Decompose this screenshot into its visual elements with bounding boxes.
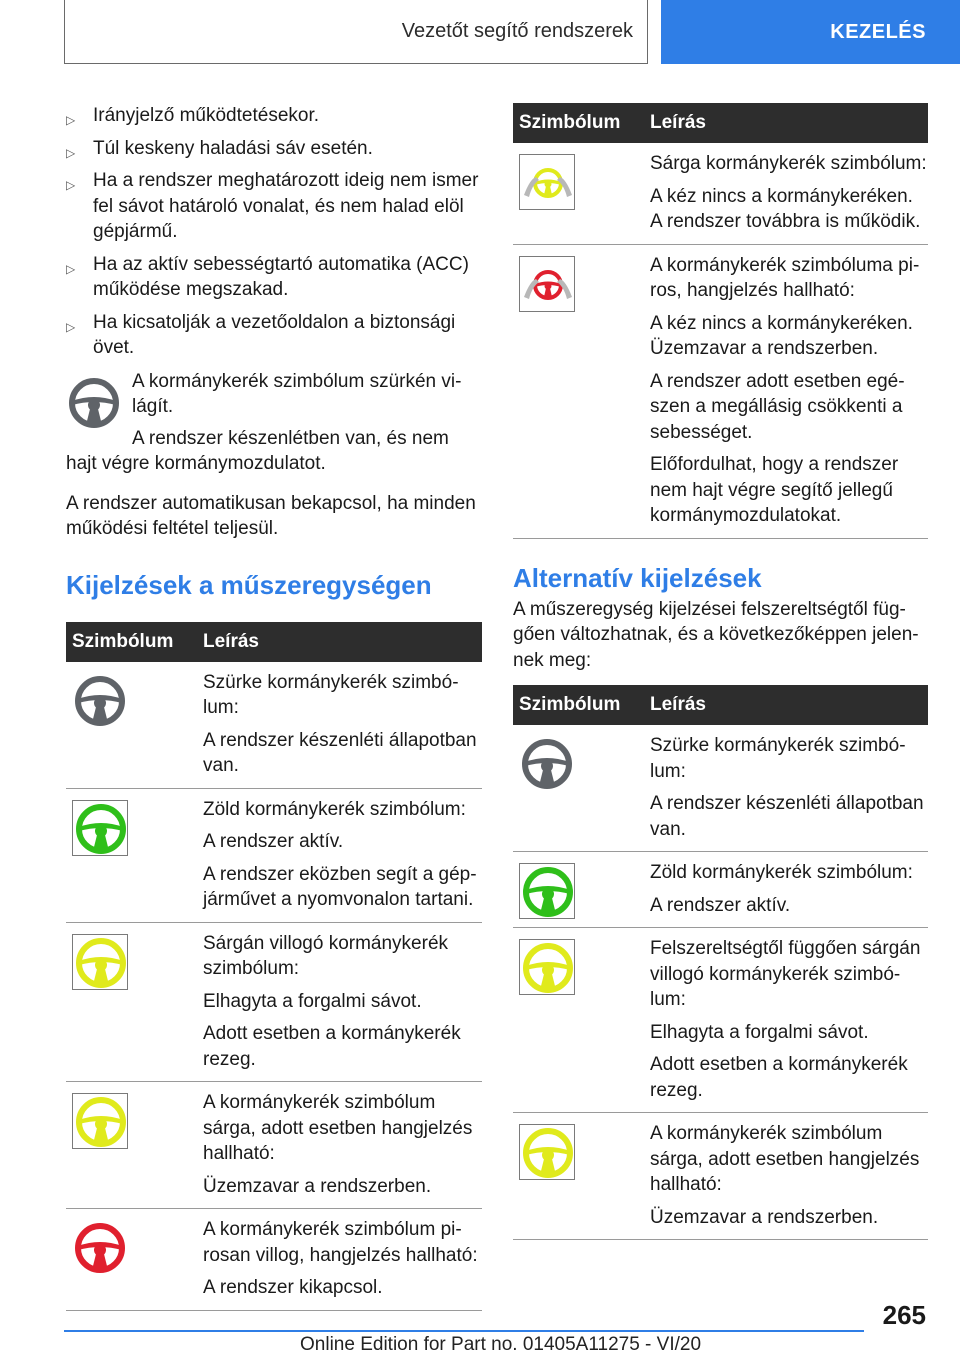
column-header-symbol: Szimbólum: [66, 622, 197, 662]
symbol-cell: [513, 852, 644, 928]
table-row: [513, 1113, 928, 1240]
steering-wheel-red-icon: [72, 1220, 128, 1276]
symbol-table-right-bottom: [513, 685, 928, 1240]
list-item: ▷ Irányjelző működtetésekor.: [66, 103, 482, 129]
alternative-paragraph: A műszeregység kijelzései felszereltségtől függően változhatnak, és a következőképpen jelennek meg:: [513, 598, 919, 671]
symbol-cell: [66, 1082, 197, 1209]
edition-text: Online Edition for Part no. 01405A11275 - VI/20: [300, 1334, 702, 1355]
symbol-table-left: [66, 622, 482, 1311]
auto-on-paragraph: A rendszer automatikusan bekapcsol, ha minden működési feltétel teljesül.: [66, 492, 476, 539]
description-text: A rendszer készenléti állapotban van.: [650, 793, 924, 840]
column-header-symbol: Szimbólum: [513, 103, 644, 143]
description-text: Zöld kormánykerék szimbólum:: [203, 798, 466, 820]
description-cell: [197, 788, 482, 922]
steering-wheel-green-icon: [72, 800, 128, 856]
column-header-description: Leírás: [644, 103, 928, 143]
list-item: ▷ Túl keskeny haladási sáv esetén.: [66, 136, 482, 162]
description-text: A kormánykerék szimbóluma piros, hangjelzés hallható:: [650, 254, 920, 301]
description-text: Zöld kormánykerék szimbólum:: [650, 862, 913, 883]
table-row: [66, 922, 482, 1082]
description-cell: [197, 1082, 482, 1209]
table-row: [66, 1209, 482, 1311]
description-cell: [197, 662, 482, 789]
description-cell: [197, 1209, 482, 1311]
description-text: Sárga kormánykerék szimbólum:: [650, 153, 927, 174]
description-text: Szürke kormánykerék szimbólum:: [203, 671, 459, 718]
description-cell: [644, 852, 928, 928]
list-item: ▷ Ha kicsatolják a vezetőoldalon a biztonsági övet.: [66, 311, 456, 358]
description-cell: [644, 1113, 928, 1240]
table-row: [513, 725, 928, 852]
triangle-bullet-icon: ▷: [66, 113, 76, 127]
chapter-title: KEZELÉS: [830, 20, 926, 43]
list-item: ▷ Ha az aktív sebességtartó automatika (ACC) működése megszakad.: [66, 253, 469, 300]
section-header: [64, 0, 648, 64]
table-row: [513, 143, 928, 244]
table-row: [513, 852, 928, 928]
description-text: Elhagyta a forgalmi sávot.: [203, 990, 422, 1012]
description-text: A kéz nincs a kormánykeréken. A rendszer továbbra is működik.: [650, 185, 921, 232]
symbol-cell: [66, 1209, 197, 1311]
steering-wheel-gray-icon: [72, 673, 128, 729]
table-row: [66, 1082, 482, 1209]
description-text: A kormánykerék szimbólum pirosan villog, hangjelzés hallható:: [203, 1219, 478, 1266]
column-header-description: Leírás: [197, 622, 482, 662]
steering-wheel-yellow-icon: [72, 1093, 128, 1149]
steering-wheel-gray-icon: [519, 736, 575, 792]
table-row: [513, 928, 928, 1113]
steering-wheel-hands-red-icon: [519, 256, 575, 312]
description-text: A rendszer eközben segít a gépjárművet a nyomvonalon tartani.: [203, 863, 477, 910]
triangle-bullet-icon: ▷: [66, 261, 76, 276]
description-text: Elhagyta a forgalmi sávot.: [650, 1021, 869, 1043]
table-row: [513, 244, 928, 538]
section-heading: Kijelzések a műszeregységen: [66, 569, 432, 600]
section-title: Vezetőt segítő rendszerek: [401, 20, 633, 42]
description-text: A rendszer kikapcsol.: [203, 1277, 383, 1298]
description-text: Szürke kormánykerék szimbólum:: [650, 735, 906, 782]
standby-note: A kormánykerék szimbólum szürkén világít. A rendszer készenlétben van, és nem hajt végre kormánymozdulatot.: [66, 370, 462, 474]
description-cell: [644, 244, 928, 538]
section-heading: Alternatív kijelzések: [513, 562, 762, 593]
description-text: A kéz nincs a kormánykeréken. Üzemzavar a rendszerben.: [650, 312, 913, 359]
symbol-cell: [513, 725, 644, 852]
symbol-cell: [66, 662, 197, 789]
description-text: Előfordulhat, hogy a rendszer nem hajt végre segítő jellegű kormánymozdulatokat.: [650, 454, 899, 526]
triangle-bullet-icon: ▷: [66, 145, 76, 160]
column-header-description: Leírás: [644, 685, 928, 725]
description-cell: [644, 725, 928, 852]
symbol-cell: [66, 788, 197, 922]
table-row: [66, 662, 482, 789]
description-text: A rendszer aktív.: [650, 894, 791, 916]
description-text: A rendszer adott esetben egészen a megállásig csökkenti a sebességet.: [650, 370, 905, 443]
symbol-cell: [513, 1113, 644, 1240]
table-row: [66, 788, 482, 922]
triangle-bullet-icon: ▷: [66, 319, 76, 334]
list-item: ▷ Ha a rendszer meghatározott ideig nem ismer fel sávot határoló vonalat, és nem halad elöl gépjármű.: [66, 170, 479, 242]
description-cell: [644, 143, 928, 244]
symbol-cell: [513, 928, 644, 1113]
description-text: A kormánykerék szimbólum sárga, adott esetben hangjelzés hallható:: [203, 1092, 473, 1164]
description-text: A rendszer aktív.: [203, 831, 344, 852]
symbol-table-right-top: [513, 103, 928, 539]
description-cell: [197, 922, 482, 1082]
table-header-row: [513, 685, 928, 725]
table-header-row: [66, 622, 482, 662]
description-cell: [644, 928, 928, 1113]
description-text: A rendszer készenléti állapotban van.: [203, 729, 477, 776]
condition-list: [66, 103, 482, 361]
page-number: 265: [882, 1300, 926, 1330]
steering-wheel-yellow-icon: [519, 1124, 575, 1180]
table-header-row: [513, 103, 928, 143]
description-text: Felszereltségtől függően sárgán villogó kormánykerék szimbólum:: [650, 938, 921, 1010]
steering-wheel-yellow-icon: [72, 934, 128, 990]
left-column: [66, 103, 482, 1311]
description-text: A kormánykerék szimbólum sárga, adott esetben hangjelzés hallható:: [650, 1123, 920, 1195]
steering-wheel-hands-yellow-icon: [519, 154, 575, 210]
symbol-cell: [66, 922, 197, 1082]
steering-wheel-gray-icon: [66, 375, 122, 431]
symbol-cell: [513, 244, 644, 538]
steering-wheel-green-icon: [519, 863, 575, 919]
description-text: Sárgán villogó kormánykerék szimbólum:: [203, 932, 449, 979]
description-text: Adott esetben a kormánykerék rezeg.: [203, 1023, 461, 1070]
triangle-bullet-icon: ▷: [66, 178, 76, 192]
chapter-tab[interactable]: [661, 0, 960, 64]
steering-wheel-yellow-icon: [519, 939, 575, 995]
column-header-symbol: Szimbólum: [513, 685, 644, 725]
symbol-cell: [513, 143, 644, 244]
right-column: [513, 103, 928, 1240]
description-text: Adott esetben a kormánykerék rezeg.: [650, 1054, 908, 1101]
description-text: Üzemzavar a rendszerben.: [203, 1175, 432, 1197]
description-text: Üzemzavar a rendszerben.: [650, 1206, 879, 1228]
footer-divider: [64, 1330, 864, 1332]
